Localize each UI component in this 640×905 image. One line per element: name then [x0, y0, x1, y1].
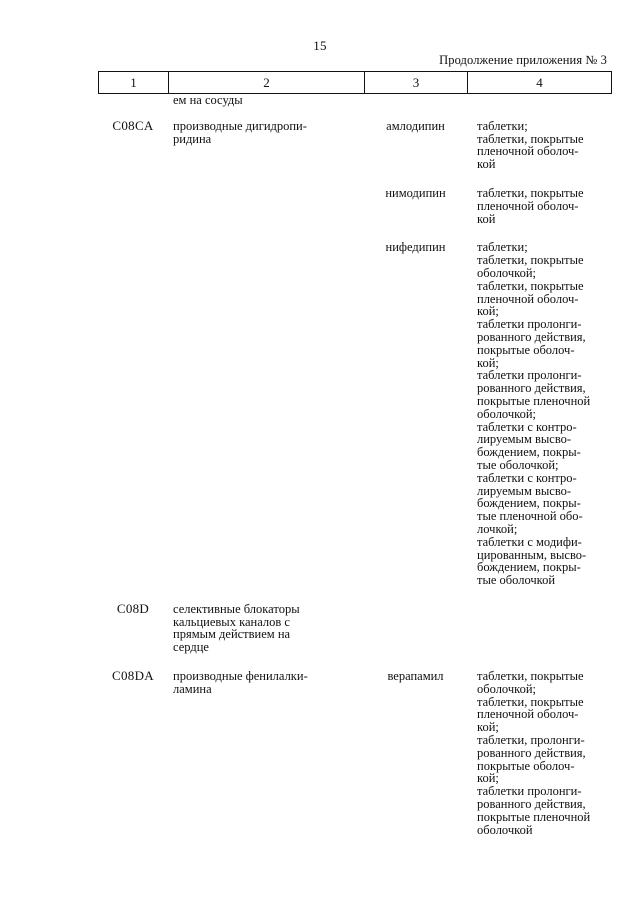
group-text-line: селективные блокаторы	[173, 601, 300, 616]
dosage-form-line: таблетки, покрытые	[477, 669, 584, 684]
dosage-form-line: оболочкой	[477, 822, 533, 837]
dosage-forms	[467, 187, 611, 225]
atc-code: C08DA	[112, 668, 154, 684]
dosage-form-line: бождением, покры-	[477, 445, 581, 460]
dosage-form-line: пленочной оболоч-	[477, 144, 579, 159]
dosage-form-line: рованного действия,	[477, 381, 586, 396]
dosage-form-line: таблетки, покрытые	[477, 131, 584, 146]
dosage-form-line: таблетки с контро-	[477, 419, 577, 434]
dosage-forms	[467, 241, 611, 587]
table-row	[98, 117, 611, 172]
dosage-form-line: лируемым высво-	[477, 432, 572, 447]
dosage-form-line: оболочкой;	[477, 681, 536, 696]
dosage-form-line: пленочной оболоч-	[477, 198, 579, 213]
dosage-form-line: тые оболочкой	[477, 573, 556, 588]
group-text-line: ламина	[173, 681, 212, 696]
drug-name: нифедипин	[385, 240, 446, 255]
column-header-4: 4	[468, 72, 612, 94]
atc-code: C08D	[116, 600, 150, 616]
dosage-form-line: бождением, покры-	[477, 496, 581, 511]
column-header-3: 3	[365, 72, 468, 94]
anatomical-therapeutic-group	[168, 187, 364, 225]
table-row	[98, 600, 611, 655]
drug-name	[364, 94, 467, 107]
atc-code	[98, 187, 168, 225]
dosage-form-line: покрытые оболоч-	[477, 758, 575, 773]
page-number: 15	[313, 38, 327, 53]
dosage-form-line: покрытые пленочной	[477, 393, 591, 408]
group-text-line: ем на сосуды	[173, 93, 243, 107]
continuation-note: Продолжение приложения № 3	[439, 53, 607, 67]
table-row	[98, 187, 611, 225]
atc-code	[98, 241, 168, 587]
dosage-form-line: таблетки пролонги-	[477, 368, 582, 383]
dosage-form-line: таблетки, покрытые	[477, 253, 584, 268]
dosage-form-line: таблетки, пролонги-	[477, 733, 585, 748]
table-row	[98, 94, 611, 107]
dosage-form-line: кой;	[477, 304, 499, 319]
column-header-1: 1	[99, 72, 169, 94]
drug-name: верапамил	[387, 669, 444, 684]
dosage-form-line: пленочной оболоч-	[477, 291, 579, 306]
dosage-form-line: пленочной оболоч-	[477, 707, 579, 722]
dosage-form-line: кой	[477, 211, 496, 226]
column-header-row	[99, 72, 612, 94]
dosage-form-line: кой;	[477, 720, 499, 735]
anatomical-therapeutic-group	[168, 241, 364, 587]
dosage-form-line: оболочкой;	[477, 265, 536, 280]
dosage-form-line: таблетки, покрытые	[477, 185, 584, 200]
dosage-form-line: оболочкой;	[477, 406, 536, 421]
group-text-line: производные дигидропи-	[173, 118, 307, 133]
atc-code	[98, 94, 168, 107]
dosage-form-line: тые пленочной обо-	[477, 509, 583, 524]
group-text-line: производные фенилалки-	[173, 669, 308, 684]
anatomical-therapeutic-group	[168, 94, 364, 107]
group-text-line: прямым действием на	[173, 627, 291, 642]
drug-table-body	[98, 94, 611, 852]
dosage-form-line: таблетки, покрытые	[477, 278, 584, 293]
drug-name: амлодипин	[386, 118, 445, 133]
dosage-form-line: бождением, покры-	[477, 560, 581, 575]
dosage-forms	[467, 94, 611, 107]
dosage-form-line: таблетки пролонги-	[477, 784, 582, 799]
dosage-form-line: таблетки, покрытые	[477, 694, 584, 709]
dosage-form-line: таблетки пролонги-	[477, 317, 582, 332]
dosage-form-line: тые оболочкой;	[477, 457, 559, 472]
dosage-forms	[467, 603, 611, 654]
dosage-form-line: таблетки;	[477, 118, 528, 133]
dosage-form-line: цированным, высво-	[477, 547, 587, 562]
dosage-form-line: кой;	[477, 771, 499, 786]
table-row	[98, 670, 611, 836]
anatomical-therapeutic-group	[168, 603, 364, 654]
anatomical-therapeutic-group	[168, 120, 364, 171]
column-header-2: 2	[169, 72, 365, 94]
dosage-form-line: рованного действия,	[477, 745, 586, 760]
group-text-line: кальциевых каналов с	[173, 614, 290, 629]
dosage-form-line: таблетки;	[477, 240, 528, 255]
dosage-form-line: лируемым высво-	[477, 483, 572, 498]
dosage-form-line: покрытые пленочной	[477, 809, 591, 824]
dosage-forms	[467, 670, 611, 836]
dosage-form-line: лочкой;	[477, 521, 518, 536]
drug-name: нимодипин	[385, 185, 446, 200]
dosage-form-line: кой	[477, 157, 496, 172]
atc-code: C08CA	[112, 117, 154, 133]
dosage-form-line: рованного действия,	[477, 329, 586, 344]
group-text-line: сердце	[173, 640, 209, 655]
anatomical-therapeutic-group	[168, 670, 364, 836]
table-row	[98, 241, 611, 587]
drug-name	[364, 603, 467, 654]
column-header-table	[98, 71, 612, 94]
dosage-form-line: таблетки с контро-	[477, 470, 577, 485]
group-text-line: ридина	[173, 131, 212, 146]
dosage-form-line: таблетки с модифи-	[477, 534, 582, 549]
dosage-forms	[467, 120, 611, 171]
dosage-form-line: кой;	[477, 355, 499, 370]
dosage-form-line: покрытые оболоч-	[477, 342, 575, 357]
dosage-form-line: рованного действия,	[477, 797, 586, 812]
